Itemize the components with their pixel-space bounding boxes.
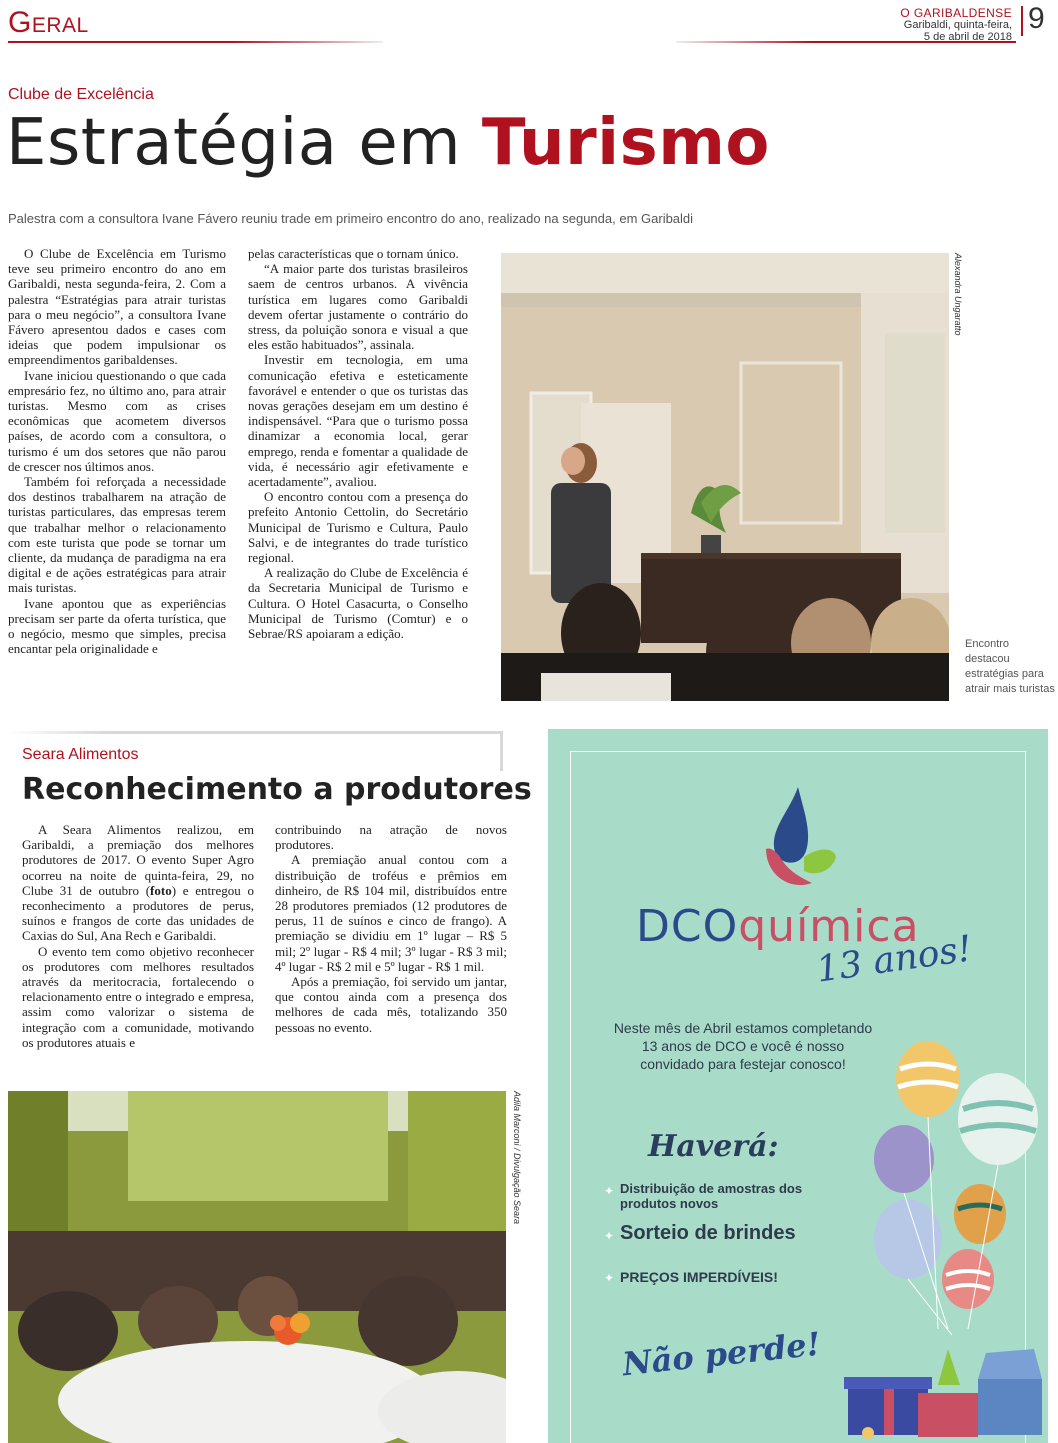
article2-paragraph: Após a premiação, foi servido um jantar, que contou ainda com a presença dos melhores de cada mês, totalizando 350 pessoas no evento. bbox=[275, 974, 507, 1035]
ad-closing: Não perde! bbox=[620, 1324, 823, 1384]
article1-column2 bbox=[248, 246, 468, 641]
page-number: 9 bbox=[1028, 2, 1045, 35]
ad-havera: Haverá: bbox=[648, 1129, 779, 1164]
photo-credit-text: Adila Marconi / Divulgação Seara bbox=[512, 1091, 522, 1225]
headline-part2: Turismo bbox=[481, 106, 770, 180]
article2-photo-credit bbox=[510, 1091, 524, 1251]
article2-photo bbox=[8, 1091, 506, 1443]
ad-anniversary: 13 anos! bbox=[813, 928, 975, 991]
star-icon: ✦ bbox=[604, 1184, 615, 1198]
text-run-bold: foto bbox=[150, 882, 172, 898]
text-run: A Seara Alimentos realizou, em Garibaldi, a premiação dos melhores produtores de 2017. O evento Super Agro ocorreu na noite de quinta-feira, 29, no Clube 31 de outubro ( bbox=[22, 822, 254, 898]
header-rule-left bbox=[8, 41, 383, 43]
page-number-separator bbox=[1021, 6, 1023, 36]
photo-credit-text: Alexandra Ungaratto bbox=[953, 253, 963, 336]
advertisement bbox=[548, 729, 1048, 1443]
article1-paragraph: Ivane iniciou questionando o que cada empresário fez, no último ano, para atrair turistas. Mesmo com as crises econômicas que acometem diversos países, de acordo com a consultora, o turismo é um dos setores que não parou de crescer nos últimos anos. bbox=[8, 367, 226, 474]
newspaper-name: O GARIBALDENSE bbox=[900, 6, 1012, 20]
brand-quimica: química bbox=[738, 901, 920, 952]
article1-paragraph: Também foi reforçada a necessidade dos destinos trabalharem na atração de turistas particulares, das empresas terem que trabalhar melhor o relacionamento com este turista que pode se tornar um cliente, da mudança de paradigma na era digital e de ações estratégicas para atrair mais turistas. bbox=[8, 474, 226, 596]
text-run: ) e entregou o reconhecimento a produtores de perus, suínos e frangos de corte das unidades de Caxias do Sul, Ana Rech e Garibaldi. bbox=[22, 882, 254, 944]
section-title: Geral bbox=[8, 6, 89, 39]
article1-paragraph: Investir em tecnologia, em uma comunicação efetiva e esteticamente favorável e entender o que os turistas das novas gerações desejam em um destino é indispensável. “Para que o turismo possa dinamizar a economia local, gerar emprego, renda e fomentar a qualidade de vida, é necessário agir efetivamente e acertadamente”, avaliou. bbox=[248, 352, 468, 490]
drop-logo-icon bbox=[760, 785, 840, 905]
ad-item-samples: Distribuição de amostras dos produtos novos bbox=[620, 1181, 803, 1211]
balloons-icon bbox=[868, 1039, 1048, 1339]
article2-paragraph: A premiação anual contou com a distribuição de troféus e prêmios em dinheiro, de R$ 104 mil, distribuídos entre 28 produtores premiados (12 produtores de perus, 11 de suínos e cinco de frango). A premiação se dividiu em 1º lugar – R$ 5 mil; 2º lugar - R$ 4 mil; 3º lugar - R$ 3 mil; 4º lugar - R$ 2 mil e 5º lugar - R$ 1 mil. bbox=[275, 852, 507, 974]
article2-column1 bbox=[22, 822, 254, 1050]
article1-deck: Palestra com a consultora Ivane Fávero reuniu trade em primeiro encontro do ano, realizado na segunda, em Garibaldi bbox=[8, 211, 694, 226]
issue-date bbox=[872, 19, 1012, 43]
article1-paragraph: O Clube de Excelência em Turismo teve seu primeiro encontro do ano em Garibaldi, nesta segunda-feira, 2. Com a palestra “Estratégias para atrair turistas para o meu negócio”, a consultora Ivane Fávero apresentou dados e cases com ideias que podem impulsionar os empreendimentos garibaldenses. bbox=[8, 246, 226, 368]
article2-side-rule bbox=[500, 731, 503, 771]
article1-paragraph: A realização do Clube de Excelência é da Secretaria Municipal de Turismo e Cultura. O Hotel Casacurta, o Conselho Municipal de Turismo (Comtur) e o Sebrae/RS apoiaram a edição. bbox=[248, 565, 468, 642]
article2-paragraph bbox=[22, 822, 254, 944]
article2-paragraph: O evento tem como objetivo reconhecer os produtores com melhores resultados através da meritocracia, fortalecendo o relacionamento entre o integrado e empresa, assim como valorizar o sistema de integração com a comunidade, motivando os produtores atuais e bbox=[22, 943, 254, 1050]
article1-paragraph: O encontro contou com a presença do prefeito Antonio Cettolin, do Secretário Municipal de Turismo e Cultura, Paulo Salvi, e de integrantes do trade turístico regional. bbox=[248, 489, 468, 566]
article2-paragraph: contribuindo na atração de novos produtores. bbox=[275, 822, 507, 853]
article1-paragraph: “A maior parte dos turistas brasileiros saem de centros urbanos. A vivência turística em lugares como Garibaldi devem ofertar justamente o contrário do stress, da poluição sonora e visual a que eles estão habituados”, assinala. bbox=[248, 261, 468, 353]
ad-invitation-text: Neste mês de Abril estamos completando 13 anos de DCO e você é nosso convidado para festejar conosco! bbox=[613, 1020, 873, 1072]
article1-photo-caption: Encontro destacou estratégias para atrair mais turistas bbox=[965, 638, 1055, 695]
lecture-photo bbox=[501, 253, 949, 701]
article1-paragraph: pelas características que o tornam único. bbox=[248, 246, 459, 261]
brand-dco: DCO bbox=[636, 901, 739, 952]
article2-top-rule bbox=[8, 731, 502, 734]
article1-photo-credit bbox=[951, 253, 965, 373]
ad-item-prices: PREÇOS IMPERDÍVEIS! bbox=[620, 1269, 778, 1285]
article1-kicker: Clube de Excelência bbox=[8, 86, 154, 103]
article1-headline bbox=[6, 106, 770, 180]
article1-paragraph: Ivane apontou que as experiências precisam ser parte da oferta turística, que o negócio, mesmo que simples, precisa encantar pela originalidade e bbox=[8, 595, 226, 657]
issue-date-line1: Garibaldi, quinta-feira, bbox=[903, 19, 1012, 31]
star-icon: ✦ bbox=[604, 1229, 615, 1243]
headline-part1: Estratégia em bbox=[6, 106, 482, 180]
gift-boxes-icon bbox=[838, 1329, 1048, 1443]
article2-kicker: Seara Alimentos bbox=[22, 746, 139, 763]
article2-headline: Reconhecimento a produtores bbox=[22, 772, 532, 807]
event-photo bbox=[8, 1091, 506, 1443]
ad-item-raffle: Sorteio de brindes bbox=[620, 1222, 796, 1244]
article2-column2 bbox=[275, 822, 507, 1035]
article1-column1 bbox=[8, 246, 226, 656]
star-icon: ✦ bbox=[604, 1271, 615, 1285]
article1-photo bbox=[501, 253, 949, 701]
issue-date-line2: 5 de abril de 2018 bbox=[923, 31, 1012, 43]
